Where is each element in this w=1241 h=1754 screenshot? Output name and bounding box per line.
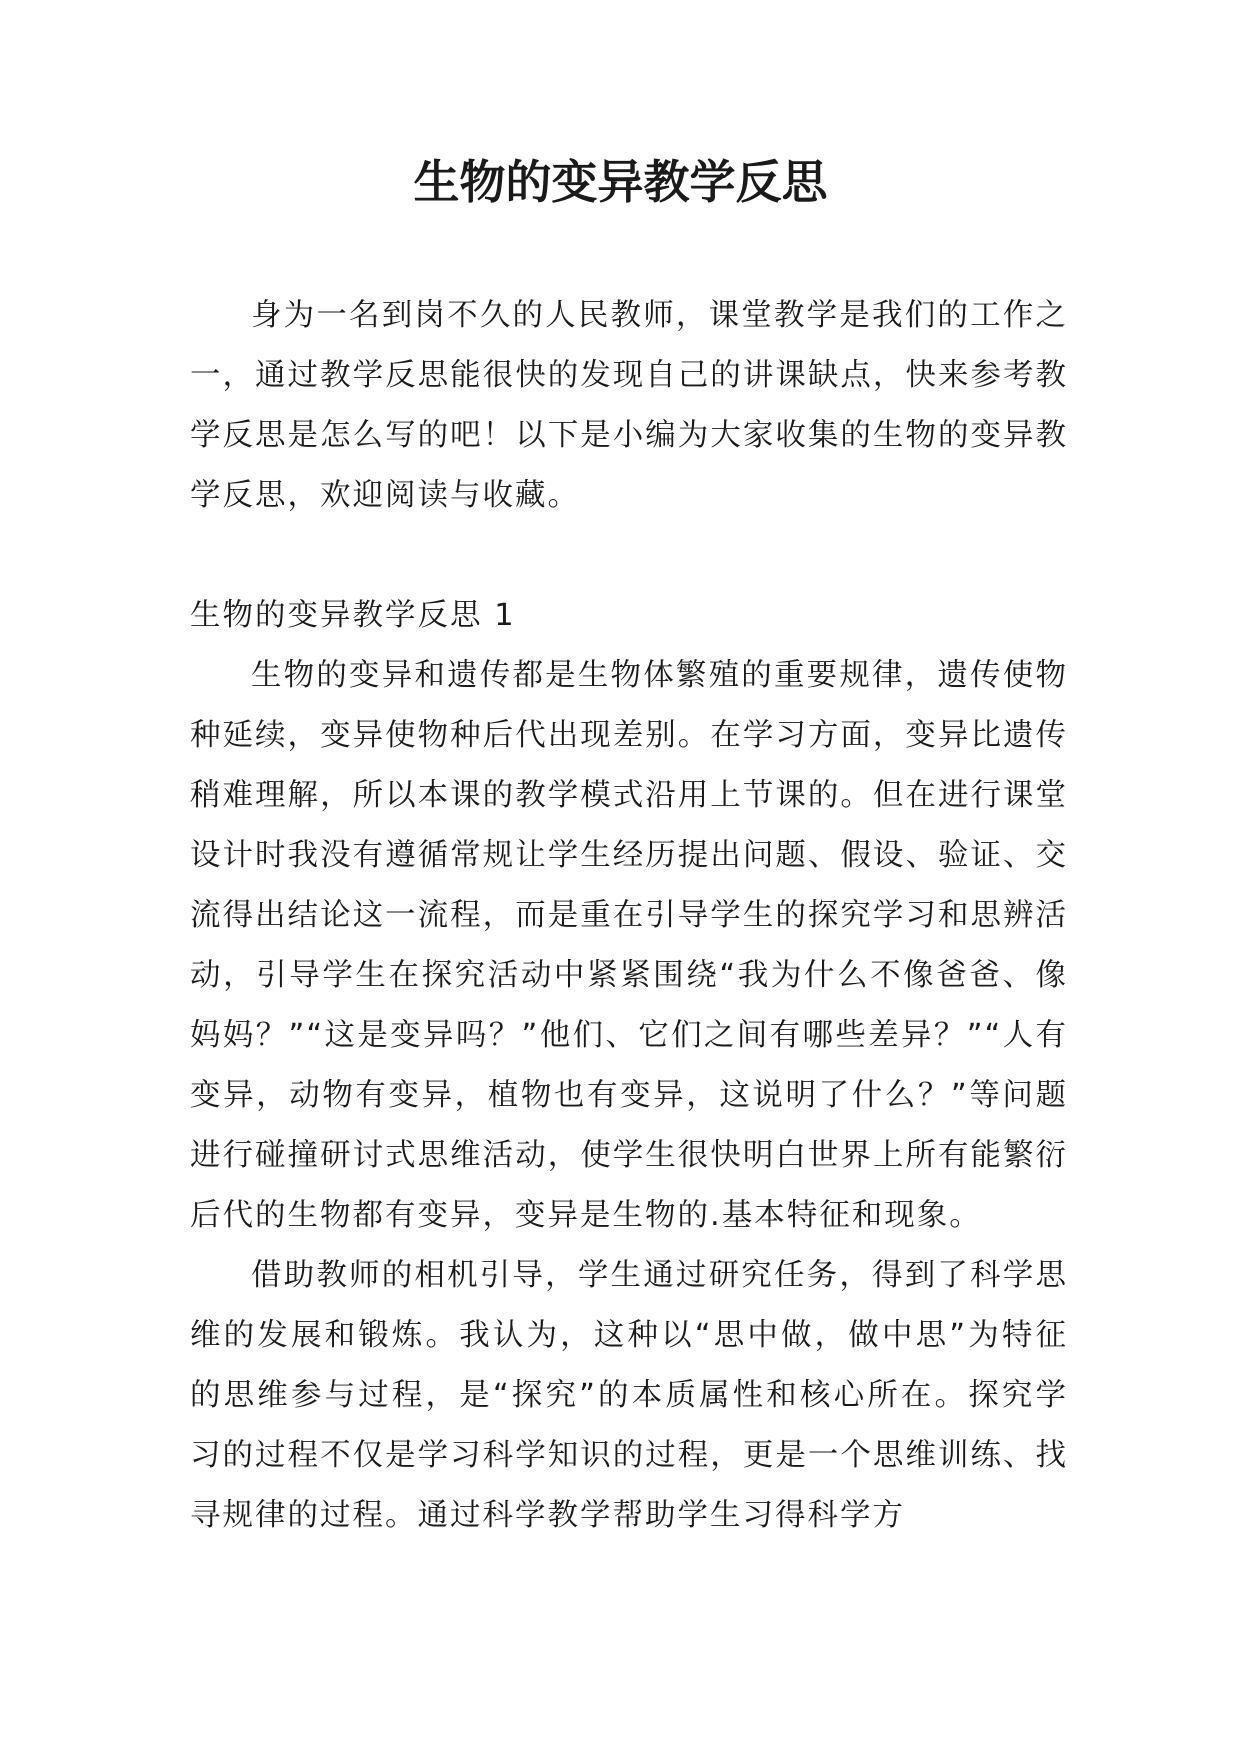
section-heading: 生物的变异教学反思 1 bbox=[190, 598, 516, 633]
paragraph-spacer bbox=[190, 526, 1068, 586]
body-paragraph: 借助教师的相机引导，学生通过研究任务，得到了科学思维的发展和锻炼。我认为，这种以“思中做，做中思”为特征的思维参与过程，是“探究”的本质属性和核心所在。探究学习的过程不仅是学习科学知识的过程，更是一个思维训练、找寻规律的过程。通过科学教学帮助学生习得科学方 bbox=[190, 1258, 1068, 1533]
intro-paragraph: 身为一名到岗不久的人民教师，课堂教学是我们的工作之一，通过教学反思能很快的发现自己的讲课缺点，快来参考教学反思是怎么写的吧！以下是小编为大家收集的生物的变异教学反思，欢迎阅读与收藏。 bbox=[190, 298, 1068, 513]
body-paragraph: 生物的变异和遗传都是生物体繁殖的重要规律，遗传使物种延续，变异使物种后代出现差别。在学习方面，变异比遗传稍难理解，所以本课的教学模式沿用上节课的。但在进行课堂设计时我没有遵循常规让学生经历提出问题、假设、验证、交流得出结论这一流程，而是重在引导学生的探究学习和思辨活动，引导学生在探究活动中紧紧围绕“我为什么不像爸爸、像妈妈？”“这是变异吗？”他们、它们之间有哪些差异？”“人有变异，动物有变异，植物也有变异，这说明了什么？”等问题进行碰撞研讨式思维活动，使学生很快明白世界上所有能繁衍后代的生物都有变异，变异是生物的.基本特征和现象。 bbox=[190, 658, 1068, 1233]
page-title: 生物的变异教学反思 bbox=[413, 155, 828, 209]
document-body bbox=[190, 286, 1068, 1546]
